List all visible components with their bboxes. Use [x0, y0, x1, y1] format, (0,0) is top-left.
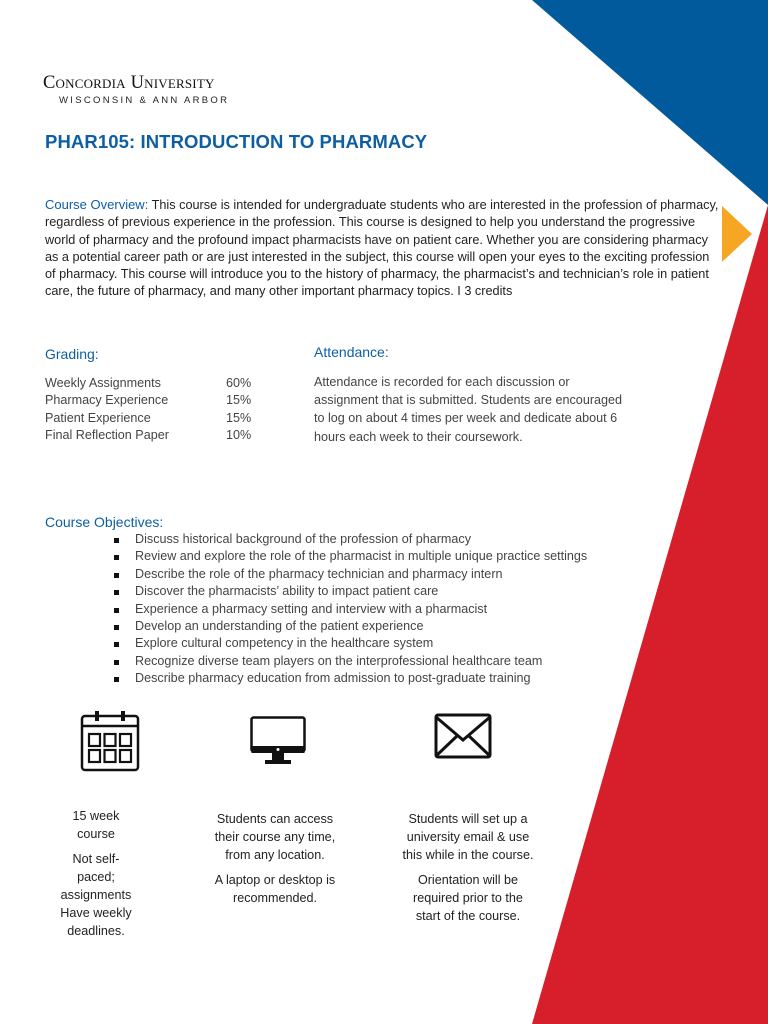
objective-item: Discover the pharmacists’ ability to impact patient care	[135, 583, 587, 600]
grading-item-label: Patient Experience	[45, 410, 151, 425]
grading-heading: Grading:	[45, 346, 99, 362]
feature-access	[204, 810, 346, 914]
objective-item: Describe pharmacy education from admission to post-graduate training	[135, 670, 587, 687]
university-subtitle: WISCONSIN & ANN ARBOR	[59, 95, 230, 106]
feature-text: Students can access their course any time, from any location.	[214, 812, 336, 862]
grading-item-percent: 15%	[226, 393, 252, 408]
grading-item-percent: 60%	[226, 376, 252, 390]
grading-row	[45, 427, 266, 444]
grading-row	[45, 392, 266, 409]
course-overview	[45, 196, 721, 301]
grading-table	[45, 375, 266, 445]
course-title: PHAR105: INTRODUCTION TO PHARMACY	[45, 131, 428, 152]
grading-item-label: Pharmacy Experience	[45, 393, 169, 408]
objectives-heading: Course Objectives:	[45, 514, 164, 530]
monitor-icon	[250, 716, 306, 766]
overview-label: Course Overview:	[45, 197, 149, 212]
feature-schedule	[55, 807, 137, 947]
objective-item: Experience a pharmacy setting and interview with a pharmacist	[135, 601, 587, 618]
grading-item-percent: 10%	[226, 428, 252, 443]
feature-text: A laptop or desktop is recommended.	[214, 873, 336, 905]
attendance-text: Attendance is recorded for each discussion or assignment that is submitted. Students are encouraged to log on about 4 times per week and dedicate about 6 hours each week to their coursework.	[314, 375, 623, 444]
mail-icon	[434, 713, 492, 759]
university-name: Concordia University	[43, 73, 215, 93]
feature-text: Students will set up a university email & use this while in the course.	[402, 812, 534, 862]
overview-text: This course is intended for undergraduate students who are interested in the profession of pharmacy, regardless of previous experience in the profession. This course is designed to help you understand the progressive world of pharmacy and the profound impact pharmacists have on patient care. Whether you are considering pharmacy as a potential career path or are just interested in the subject, this course will open your eyes to the exciting profession of pharmacy. This course will introduce you to the history of pharmacy, the pharmacist’s and technician’s role in patient care, the future of pharmacy, and many other important pharmacy topics. I 3 credits	[45, 198, 719, 299]
grading-item-label: Weekly Assignments	[45, 376, 161, 390]
university-logo	[43, 74, 229, 106]
feature-text: 15 week course	[72, 809, 120, 841]
objective-item: Review and explore the role of the pharmacist in multiple unique practice settings	[135, 548, 587, 565]
grading-row	[45, 375, 266, 392]
calendar-icon	[80, 710, 140, 772]
attendance-heading: Attendance:	[314, 344, 389, 360]
objective-item: Explore cultural competency in the healthcare system	[135, 635, 587, 652]
grading-item-label: Final Reflection Paper	[45, 428, 169, 443]
objectives-list	[135, 531, 587, 688]
objective-item: Develop an understanding of the patient experience	[135, 618, 587, 635]
grading-item-percent: 15%	[226, 410, 252, 425]
feature-text: Orientation will be required prior to the start of the course.	[413, 873, 523, 923]
feature-text: Not self-paced; assignments Have weekly deadlines.	[60, 852, 132, 938]
feature-email	[400, 810, 536, 932]
grading-row	[45, 410, 266, 427]
objective-item: Discuss historical background of the profession of pharmacy	[135, 531, 587, 548]
objective-item: Recognize diverse team players on the interprofessional healthcare team	[135, 653, 587, 670]
objective-item: Describe the role of the pharmacy technician and pharmacy intern	[135, 566, 587, 583]
